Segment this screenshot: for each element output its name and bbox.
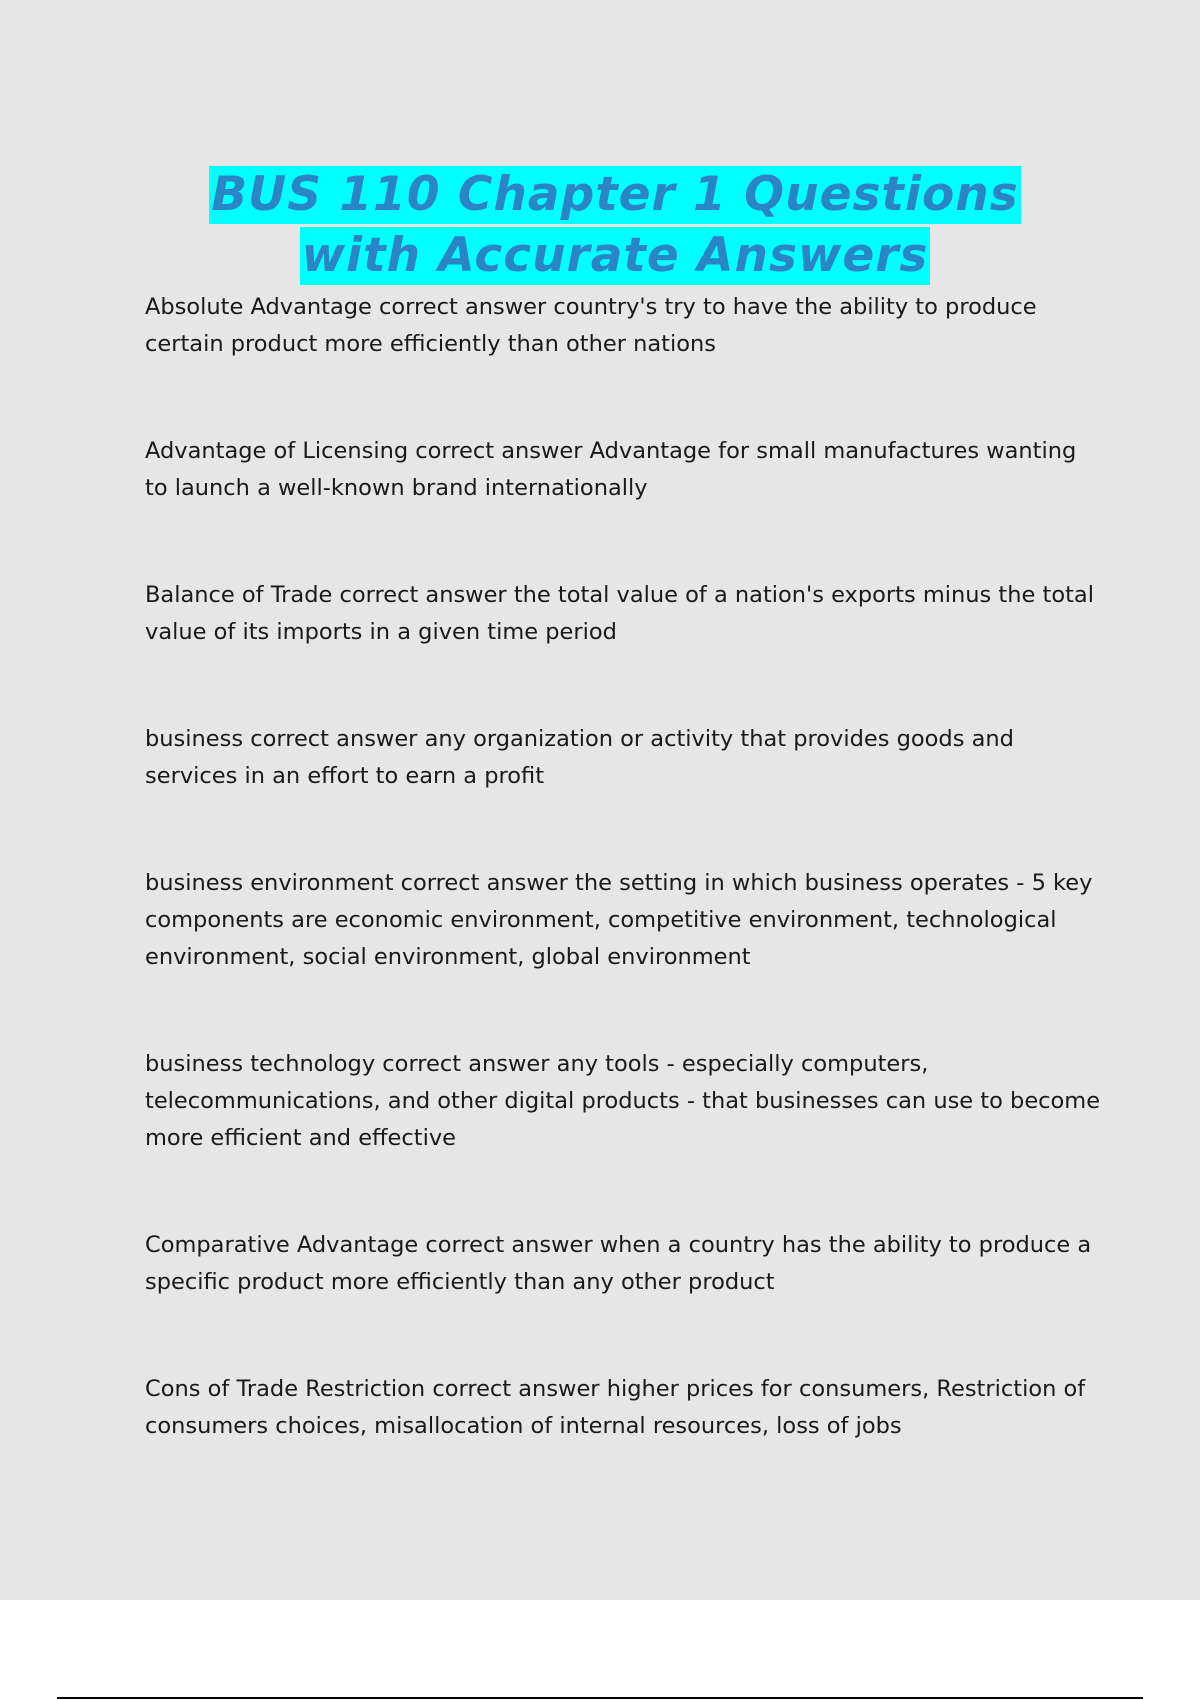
footer-rule [57,1697,1143,1699]
qa-entry-business-technology: business technology correct answer any tools - especially computers, telecommunications, and other digital products - that businesses can use to become more efficient and effective [145,1051,1101,1151]
document-title [0,166,1200,288]
qa-list [145,289,1105,1515]
title-line-1: BUS 110 Chapter 1 Questions [211,167,1019,222]
qa-entry-absolute-advantage: Absolute Advantage correct answer country's try to have the ability to produce certain product more efficiently than other nations [145,294,1037,357]
qa-entry-business: business correct answer any organization or activity that provides goods and services in an effort to earn a profit [145,726,1014,789]
qa-entry-comparative-advantage: Comparative Advantage correct answer when a country has the ability to produce a specific product more efficiently than any other product [145,1232,1092,1295]
qa-entry-business-environment: business environment correct answer the setting in which business operates - 5 key components are economic environment, competitive environment, technological environment, social environment, global environment [145,870,1093,970]
qa-entry-advantage-of-licensing: Advantage of Licensing correct answer Advantage for small manufactures wanting to launch a well-known brand internationally [145,438,1077,501]
qa-entry-cons-of-trade-restriction: Cons of Trade Restriction correct answer higher prices for consumers, Restriction of consumers choices, misallocation of internal resources, loss of jobs [145,1376,1086,1439]
qa-entry-balance-of-trade: Balance of Trade correct answer the total value of a nation's exports minus the total value of its imports in a given time period [145,582,1094,645]
title-line-2: with Accurate Answers [301,228,929,283]
